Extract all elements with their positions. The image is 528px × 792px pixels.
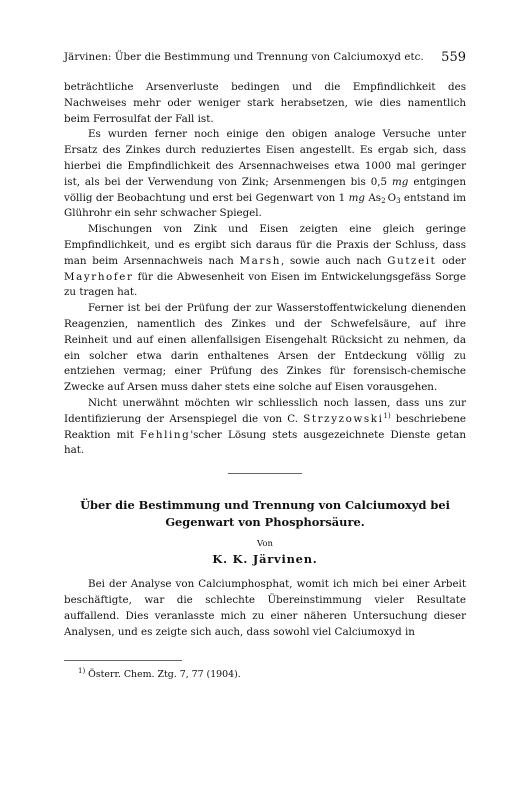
unit-mg: mg bbox=[348, 191, 365, 204]
article-title bbox=[64, 497, 466, 531]
author-name-strzyzowski: Strzyzowski bbox=[303, 412, 384, 425]
article-author: K. K. Järvinen. bbox=[212, 552, 318, 567]
paragraph-zinc-iron-mixtures: Mischungen von Zink und Eisen zeigten eine gleich geringe Empfindlichkeit, und es ergibt sich daraus für die Praxis der Schluss, dass man beim Arsennachweis nach Marsh, sowie auch nach Gutzeit oder Mayrhofer für die Abwesenheit von Eisen im Entwickelungsgefäss Sorge zu tragen hat. bbox=[64, 223, 466, 299]
article-title-line: Über die Bestimmung und Trennung von Calciumoxyd bei bbox=[80, 498, 450, 513]
formula-arsenic-trioxide: $As_2$ $O_3$ bbox=[368, 191, 401, 205]
section-divider bbox=[228, 473, 302, 474]
footnote-divider bbox=[64, 660, 182, 661]
article-title-line: Gegenwart von Phosphorsäure. bbox=[165, 515, 365, 530]
footnote-text: Österr. Chem. Ztg. 7, 77 (1904). bbox=[88, 669, 241, 681]
footnote bbox=[64, 668, 466, 682]
author-name-marsh: Marsh bbox=[239, 254, 281, 267]
author-name-fehling: Fehling bbox=[139, 428, 191, 441]
unit-mg: mg bbox=[392, 175, 409, 188]
paragraph-reagent-testing: Ferner ist bei der Prüfung der zur Wasserstoffentwickelung dienenden Reagenzien, namentlich des Zinkes und der Schwefelsäure, auf ihre Reinheit und auf einen allenfallsigen Eisengehalt Rücksicht zu nehmen, da ein solcher etwa darin enthaltenes Arsen der Entdeckung völlig zu entziehen vermag; einer Prüfung des Zinkes für forensisch-chemische Zwecke auf Arsen muss daher stets eine solche auf Eisen vorausgehen. bbox=[64, 302, 466, 394]
paragraph-text: entstand im Glührohr ein sehr schwacher Spiegel. bbox=[64, 191, 467, 220]
paragraph-continued: beträchtliche Arsenverluste bedingen und die Empfindlichkeit des Nachweises mehr oder weniger stark herabsetzen, wie dies namentlich beim Ferrosulfat der Fall ist. bbox=[64, 81, 466, 125]
paragraph-iron-experiments bbox=[64, 127, 466, 222]
page-body bbox=[64, 80, 466, 682]
running-title: Järvinen: Über die Bestimmung und Trennung von Calciumoxyd etc. bbox=[64, 52, 424, 63]
byline-von: Von bbox=[257, 539, 273, 550]
author-name-gutzeit: Gutzeit bbox=[387, 254, 437, 267]
running-header bbox=[64, 52, 466, 68]
paragraph-text: Es wurden ferner noch einige den obigen analoge Versuche unter Ersatz des Zinkes durch reduziertes Eisen angestellt. Es ergab sich, dass hierbei die Empfindlichkeit des Arsennachweises etwa 1000 mal geringer ist, als bei der Verwendung von Zink; Arsenmengen bis 0,5 bbox=[64, 128, 466, 188]
article-intro-paragraph: Bei der Analyse von Calciumphosphat, womit ich mich bei einer Arbeit beschäftigte, war die schlechte Übereinstimmung vieler Resultate auffallend. Dies veranlasste mich zu einer näheren Untersuchung dieser Analysen, und es zeigte sich auch, dass sowohl viel Calciumoxyd in bbox=[64, 578, 466, 638]
footnote-reference[interactable]: 1) bbox=[383, 411, 391, 420]
paragraph-text: entgingen völlig der Beobachtung und erst bei Gegenwart von 1 bbox=[64, 175, 467, 204]
footnote-marker: 1) bbox=[78, 667, 86, 676]
paragraph-closing-remark: Nicht unerwähnt möchten wir schliesslich noch lassen, dass uns zur Identifizierung der Arsenspiegel die von C. Strzyzowski$^{1)}$ beschriebene Reaktion mit Fehling'scher Lösung stets ausgezeichnete Dienste getan hat. bbox=[64, 396, 466, 457]
page-number: 559 bbox=[441, 50, 466, 65]
author-name-mayrhofer: Mayrhofer bbox=[64, 270, 134, 283]
